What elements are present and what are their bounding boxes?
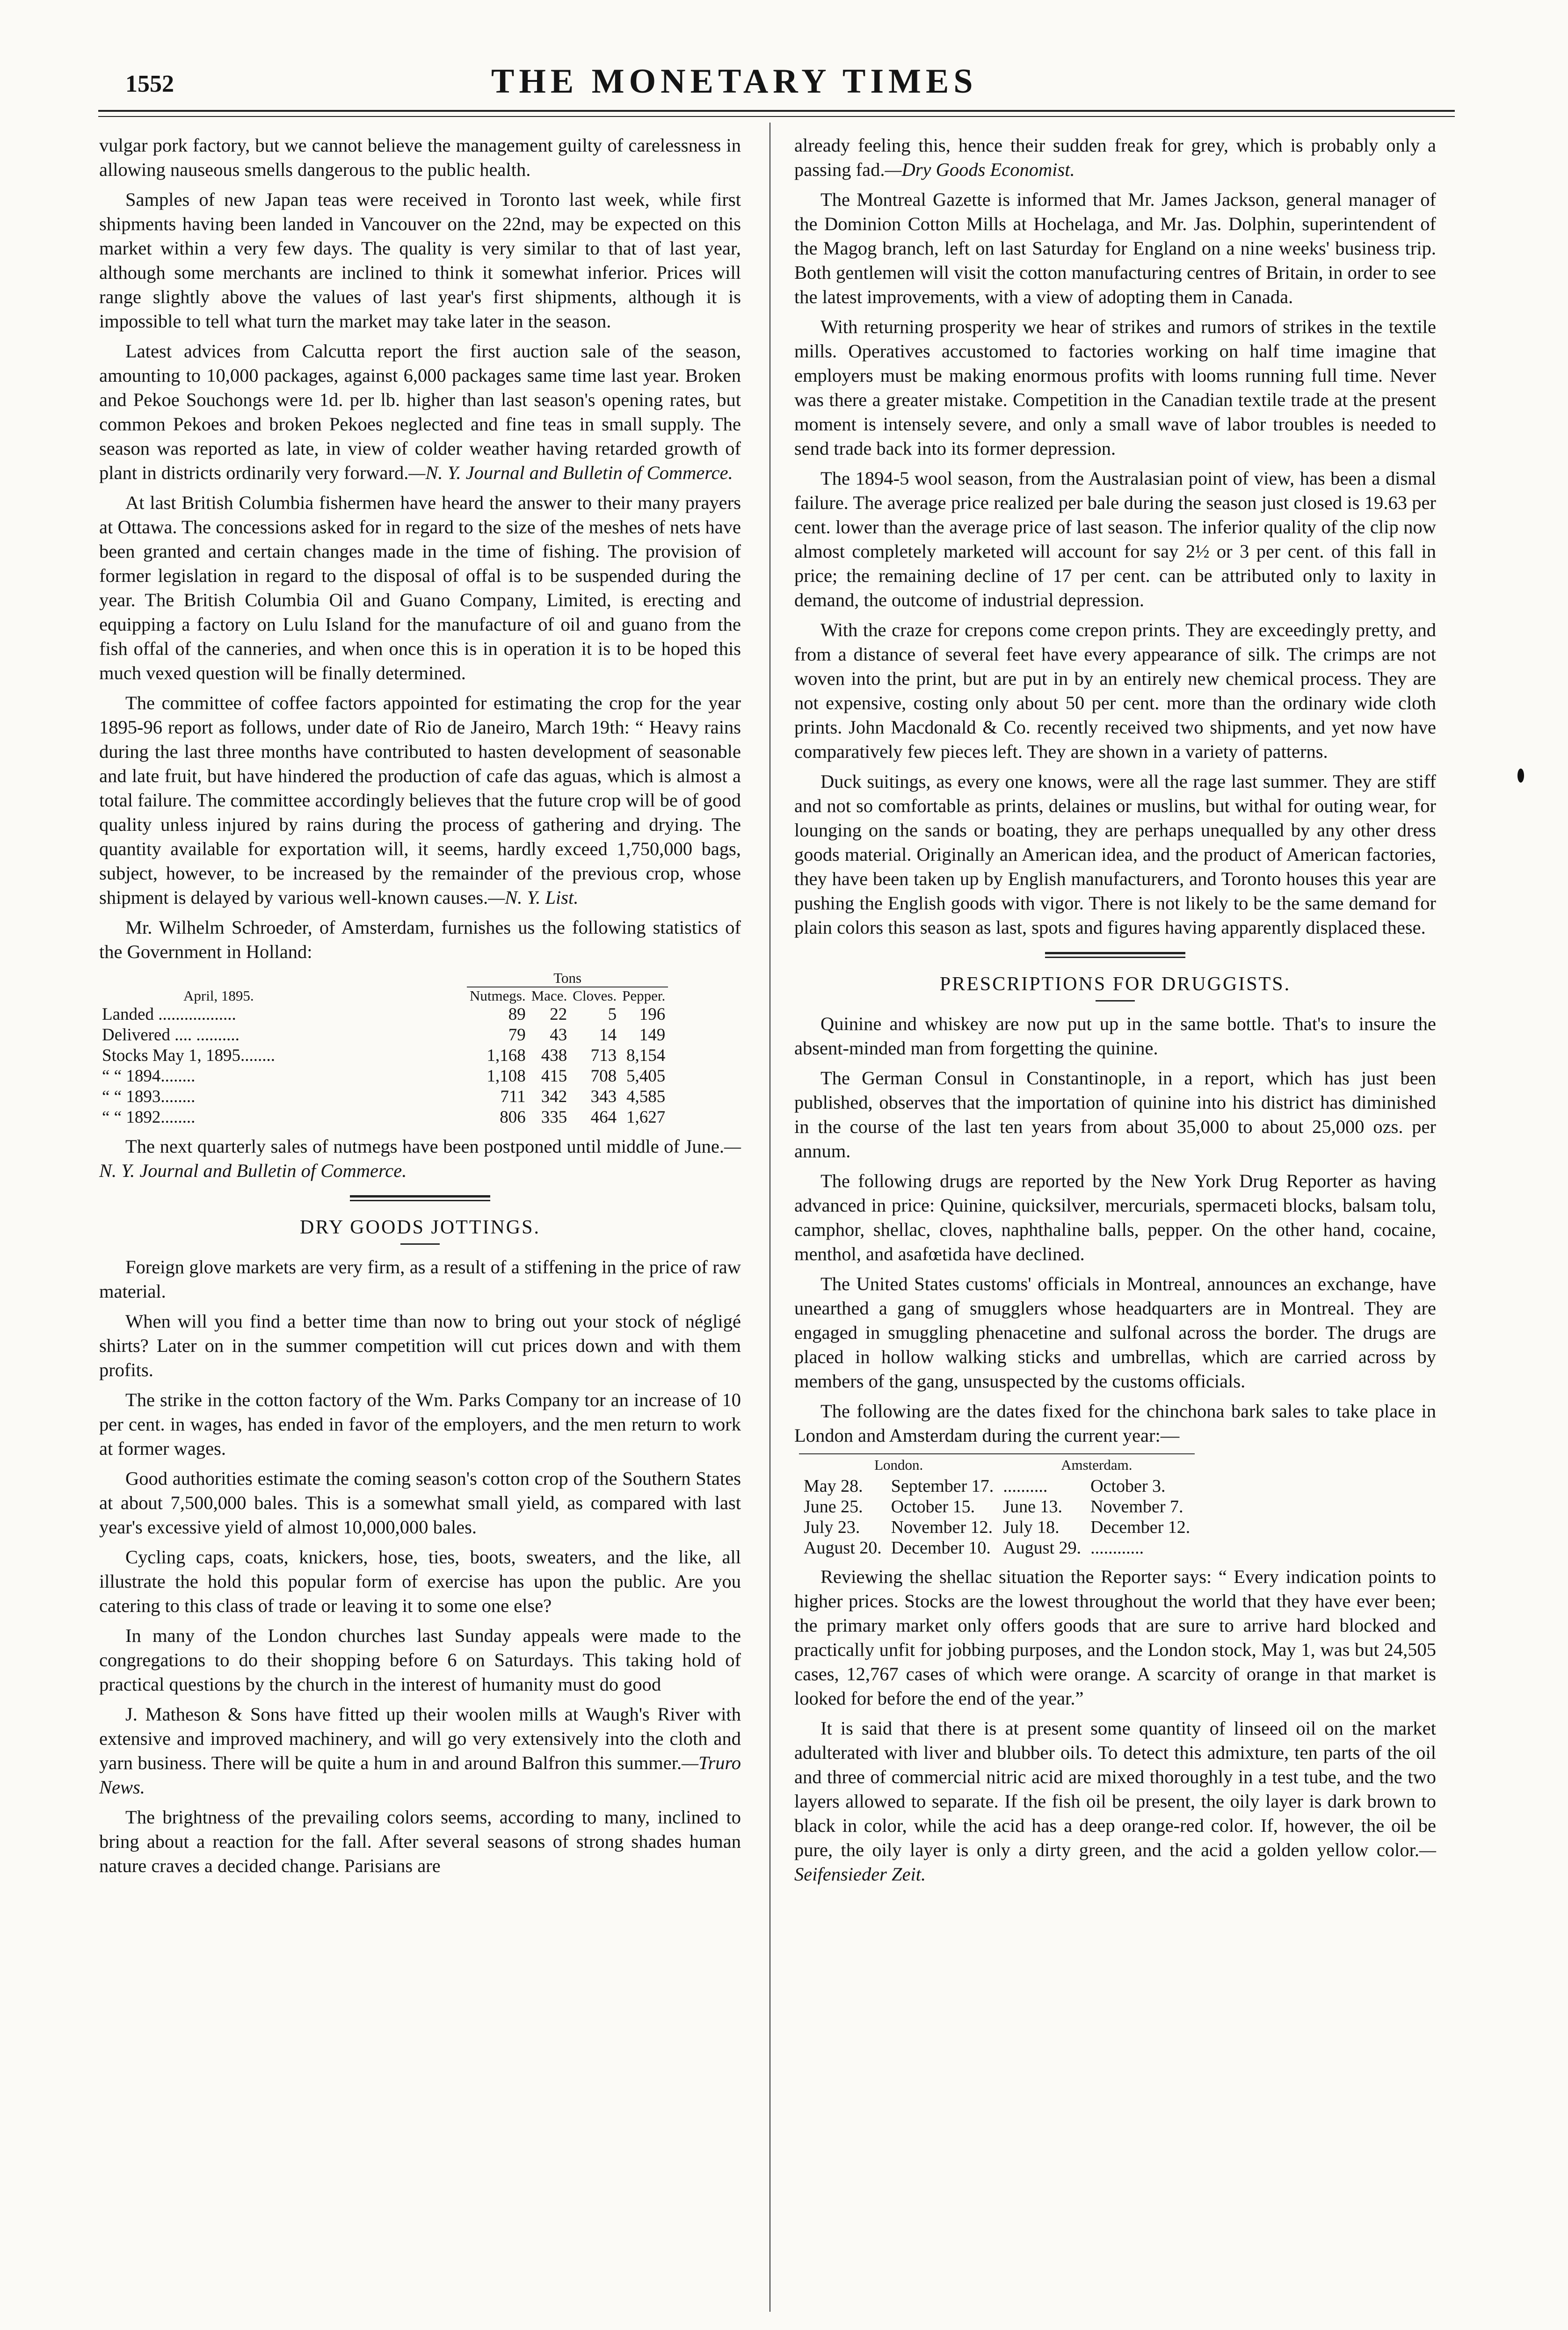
table-cell: 711 — [500, 1087, 526, 1106]
header-rule-bottom — [98, 116, 1455, 117]
section-heading-dry-goods: DRY GOODS JOTTINGS. — [300, 1217, 540, 1238]
table-cell: July 23. — [804, 1517, 860, 1537]
table-cell: November 12. — [891, 1517, 993, 1537]
table-cell: November 7. — [1090, 1497, 1183, 1517]
header-rule-top — [98, 110, 1455, 112]
paragraph: Samples of new Japan teas were received in Toronto last week, while first shipments having been landed in Vancouver on the 22nd, may be expected on this market within a very few days. The quality is very similar to that of last year, although some merchants are inclined to think it somewhat inferior. Prices will range slightly above the values of last year's first shipments, although it is impossible to tell what turn the market may take later in the season. — [99, 189, 741, 332]
table-cell: June 13. — [1003, 1497, 1062, 1517]
column-header: Pepper. — [622, 987, 666, 1004]
paragraph: vulgar pork factory, but we cannot believe the management guilty of carelessness in allowing nauseous smells dangerous to the public health. — [99, 135, 741, 180]
table-cell: August 20. — [804, 1538, 882, 1558]
column-header: Cloves. — [573, 987, 617, 1004]
paragraph: Latest advices from Calcutta report the first auction sale of the season, amounting to 10,000 packages, against 6,000 packages same time last year. Broken and Pekoe Souchongs were 1d. per lb. higher than last season's opening rates, but common Pekoes and broken Pekoes neglected and fine teas in small supply. The season was reported as late, in view of colder weather having retarded growth of plant in districts ordinarily very forward.—N. Y. Journal and Bulletin of Commerce. — [99, 341, 741, 483]
paragraph: J. Matheson & Sons have fitted up their woolen mills at Waugh's River with extensive and improved machinery, and will go very extensively into the cloth and yarn business. There will be quite a hum in and around Balfron this summer.—Truro News. — [99, 1704, 741, 1798]
holland-statistics-table — [99, 970, 668, 1128]
table-cell: December 10. — [891, 1538, 991, 1558]
table-cell: .......... — [1003, 1476, 1048, 1496]
table-cell: 5,405 — [626, 1067, 666, 1086]
table-row — [99, 1025, 668, 1045]
table-cell: May 28. — [804, 1476, 863, 1496]
row-label: Delivered .... .......... — [102, 1025, 240, 1045]
table-cell: 438 — [541, 1046, 567, 1065]
table-row — [99, 1107, 668, 1128]
margin-mark — [1517, 769, 1524, 783]
source-citation: —Seifensieder Zeit. — [794, 1839, 1436, 1885]
table-row — [799, 1496, 1195, 1517]
table-cell: 806 — [500, 1108, 526, 1127]
table-cell: 1,627 — [626, 1108, 666, 1127]
table-cell: 5 — [608, 1005, 617, 1024]
column-divider — [769, 123, 770, 2312]
table-cell: December 12. — [1090, 1517, 1191, 1537]
publication-title: THE MONETARY TIMES — [491, 62, 978, 101]
table-row — [99, 1004, 668, 1025]
table-cell: 14 — [599, 1025, 617, 1045]
table-cell: 22 — [550, 1005, 567, 1024]
table-cell: June 25. — [804, 1497, 863, 1517]
paragraph: When will you find a better time than now to bring out your stock of négligé shirts? Later on in the summer competition will cut prices down and with them profits. — [99, 1311, 741, 1380]
table-cell: 708 — [590, 1067, 617, 1086]
table-cell: October 15. — [891, 1497, 975, 1517]
paragraph: In many of the London churches last Sunday appeals were made to the congregations to do their shopping before 6 on Saturdays. This taking hold of practical questions by the church in the interest of humanity must do good — [99, 1625, 741, 1695]
table-cell: ............ — [1090, 1538, 1144, 1558]
section-divider — [350, 1195, 490, 1201]
paragraph: The strike in the cotton factory of the Wm. Parks Company tor an increase of 10 per cent. in wages, has ended in favor of the employers, and the men return to work at former wages. — [99, 1389, 741, 1459]
source-citation: —Dry Goods Economist. — [885, 159, 1075, 180]
paragraph: Duck suitings, as every one knows, were all the rage last summer. They are stiff and not so comfortable as prints, delaines or muslins, but withal for outing wear, for lounging on the sands or boating, they are perhaps unequalled by any other dress goods material. Originally an American idea, and the product of American factories, they have been taken up by English manufacturers, and Toronto houses this year are pushing the English goods with vigor. There is not likely to be the same demand for plain colors this season as last, spots and figures having apparently displaced these. — [794, 771, 1436, 938]
table-row — [799, 1476, 1195, 1496]
section-divider — [1045, 952, 1185, 958]
table-date-label: April, 1895. — [183, 987, 254, 1004]
paragraph: The following drugs are reported by the New York Drug Reporter as having advanced in price: Quinine, quicksilver, mercurials, spermaceti blocks, balsam tolu, camphor, shellac, cloves, naphthaline balls, pepper. On the other hand, cocaine, menthol, and asafœtida have declined. — [794, 1170, 1436, 1264]
source-citation: —N. Y. Journal and Bulletin of Commerce. — [99, 1136, 741, 1181]
table-cell: August 29. — [1003, 1538, 1082, 1558]
table-cell: 43 — [550, 1025, 567, 1045]
table-cell: 464 — [590, 1108, 617, 1127]
paragraph: The following are the dates fixed for the chinchona bark sales to take place in London and Amsterdam during the current year:— — [794, 1401, 1436, 1446]
paragraph: The next quarterly sales of nutmegs have been postponed until middle of June.—N. Y. Journal and Bulletin of Commerce. — [99, 1136, 741, 1181]
table-cell: 1,168 — [486, 1046, 526, 1065]
table-cell: 89 — [508, 1005, 526, 1024]
table-cell: 196 — [639, 1005, 666, 1024]
source-citation: —N. Y. Journal and Bulletin of Commerce. — [408, 462, 733, 483]
table-row — [99, 1066, 668, 1087]
paragraph: With returning prosperity we hear of strikes and rumors of strikes in the textile mills. Operatives accustomed to factories working on half time imagine that employers must be making enormous profits with looms running full time. Never was there a greater mistake. Competition in the Canadian textile trade at the present moment is intensely severe, and only a small wave of labor troubles is needed to send trade back into its former depression. — [794, 316, 1436, 459]
london-header: London. — [799, 1454, 998, 1476]
table-cell: 1,108 — [486, 1067, 526, 1086]
page-number: 1552 — [125, 71, 174, 97]
column-header: Mace. — [531, 987, 567, 1004]
amsterdam-header: Amsterdam. — [998, 1454, 1195, 1476]
table-cell: 335 — [541, 1108, 567, 1127]
table-cell: 4,585 — [626, 1087, 666, 1106]
table-row — [99, 1087, 668, 1107]
table-cell: 8,154 — [626, 1046, 666, 1065]
table-row — [799, 1538, 1195, 1558]
table-row — [99, 1045, 668, 1066]
paragraph: The 1894-5 wool season, from the Australasian point of view, has been a dismal failure. The average price realized per bale during the season just closed is 19.63 per cent. lower than the average price of last season. The inferior quality of the clip now almost completely marketed will account for say 2½ or 3 per cent. of this fall in price; the remaining decline of 17 per cent. can be attributed only to laxity in demand, the outcome of industrial depression. — [794, 468, 1436, 610]
paragraph: At last British Columbia fishermen have heard the answer to their many prayers at Ottawa. The concessions asked for in regard to the size of the meshes of nets have been granted and certain changes made in the time of fishing. The provision of former legislation in regard to the disposal of offal is to be suspended during the year. The British Columbia Oil and Guano Company, Limited, is erecting and equipping a factory on Lulu Island for the manufacture of oil and guano from the fish offal of the canneries, and when once this is in operation it is to be hoped this much vexed question will be finally determined. — [99, 492, 741, 683]
paragraph: Cycling caps, coats, knickers, hose, ties, boots, sweaters, and the like, all illustrate the hold this popular form of exercise has upon the public. Are you catering to this class of trade or leaving it to some one else? — [99, 1546, 741, 1616]
table-cell: October 3. — [1090, 1476, 1166, 1496]
source-citation: —Truro News. — [99, 1752, 741, 1798]
row-label: “ “ 1894........ — [102, 1067, 196, 1086]
paragraph: The brightness of the prevailing colors seems, according to many, inclined to bring about a reaction for the fall. After several seasons of strong shades human nature craves a decided change. Parisians are — [99, 1807, 741, 1876]
table-cell: 342 — [541, 1087, 567, 1106]
table-cell: 79 — [508, 1025, 526, 1045]
table-cell: July 18. — [1003, 1517, 1060, 1537]
paragraph: With the craze for crepons come crepon prints. They are exceedingly pretty, and from a distance of several feet have every appearance of silk. The crimps are not woven into the print, but are put in by an entirely new chemical process. They are not expensive, costing only about 50 per cent. more than the ordinary wide cloth prints. John Macdonald & Co. recently received two shipments, and yet now have comparatively few pieces left. They are shown in a variety of patterns. — [794, 619, 1436, 762]
paragraph: already feeling this, hence their sudden freak for grey, which is probably only a passing fad.—Dry Goods Economist. — [794, 135, 1436, 180]
paragraph: The United States customs' officials in Montreal, announces an exchange, have unearthed a gang of smugglers whose headquarters are in Montreal. They are engaged in smuggling phenacetine and sulfonal across the border. The drugs are placed in hollow walking sticks and umbrellas, which are carried across by members of the gang, unsuspected by the customs officials. — [794, 1273, 1436, 1392]
paragraph: Mr. Wilhelm Schroeder, of Amsterdam, furnishes us the following statistics of the Government in Holland: — [99, 917, 741, 962]
column-header: Nutmegs. — [470, 987, 526, 1004]
right-column — [794, 133, 1436, 1892]
row-label: Stocks May 1, 1895........ — [102, 1046, 275, 1065]
paragraph: The German Consul in Constantinople, in a report, which has just been published, observes that the importation of quinine into his district has diminished in the course of the last ten years from about 35,000 to about 25,000 ozs. per annum. — [794, 1067, 1436, 1161]
heading-rule — [400, 1243, 440, 1245]
table-cell: 713 — [590, 1046, 617, 1065]
table-cell: 415 — [541, 1067, 567, 1086]
paragraph: The committee of coffee factors appointed for estimating the crop for the year 1895-96 report as follows, under date of Rio de Janeiro, March 19th: “ Heavy rains during the last three months have contributed to hasten development of seasonable and late fruit, but have hindered the production of cafe das aguas, which is almost a total failure. The committee accordingly believes that the future crop will be of good quality unless injured by rains during the process of gathering and drying. The quantity available for exportation will, it seems, hardly exceed 1,750,000 bags, subject, however, to be increased by the remainder of the previous crop, whose shipment is delayed by various well-known causes.—N. Y. List. — [99, 692, 741, 908]
section-heading-prescriptions: PRESCRIPTIONS FOR DRUGGISTS. — [939, 973, 1291, 995]
table-row — [799, 1517, 1195, 1538]
chinchona-sales-table — [799, 1453, 1195, 1558]
paragraph: It is said that there is at present some quantity of linseed oil on the market adulterated with liver and blubber oils. To detect this admixture, ten parts of the oil and three of commercial nitric acid are mixed thoroughly in a test tube, and the two layers allowed to separate. If the fish oil be present, the oily layer is dark brown to black in color, while the acid has a deep orange-red color. If, however, the oil be pure, the oily layer is only a dirty green, and the acid a golden yellow color.—Seifensieder Zeit. — [794, 1718, 1436, 1885]
row-label: “ “ 1893........ — [102, 1087, 196, 1106]
table-cell: 149 — [639, 1025, 666, 1045]
row-label: “ “ 1892........ — [102, 1108, 196, 1127]
paragraph: The Montreal Gazette is informed that Mr. James Jackson, general manager of the Dominion Cotton Mills at Hochelaga, and Mr. Jas. Dolphin, superintendent of the Magog branch, left on last Saturday for England on a nine weeks' business trip. Both gentlemen will visit the cotton manufacturing centres of Britain, in order to see the latest improvements, with a view of adopting them in Canada. — [794, 189, 1436, 307]
tons-group-header: Tons — [467, 970, 668, 987]
row-label: Landed .................. — [102, 1005, 236, 1024]
table-cell: 343 — [590, 1087, 617, 1106]
table-cell: September 17. — [891, 1476, 994, 1496]
paragraph: Reviewing the shellac situation the Reporter says: “ Every indication points to higher prices. Stocks are the lowest throughout the world that they have ever been; the primary market only offers goods that are sure to arrive hard blocked and practically unfit for jobbing purposes, and the London stock, May 1, was but 24,505 cases, 12,767 cases of which were orange. A scarcity of orange in that market is looked for before the end of the year.” — [794, 1566, 1436, 1709]
paragraph: Quinine and whiskey are now put up in the same bottle. That's to insure the absent-minded man from forgetting the quinine. — [794, 1013, 1436, 1059]
heading-rule — [1096, 1000, 1135, 1002]
left-column — [99, 133, 741, 1884]
paragraph: Good authorities estimate the coming season's cotton crop of the Southern States at about 7,500,000 bales. This is a somewhat small yield, as compared with last year's excessive yield of almost 10,000,000 bales. — [99, 1468, 741, 1538]
paragraph: Foreign glove markets are very firm, as a result of a stiffening in the price of raw material. — [99, 1256, 741, 1302]
source-citation: —N. Y. List. — [488, 887, 579, 908]
